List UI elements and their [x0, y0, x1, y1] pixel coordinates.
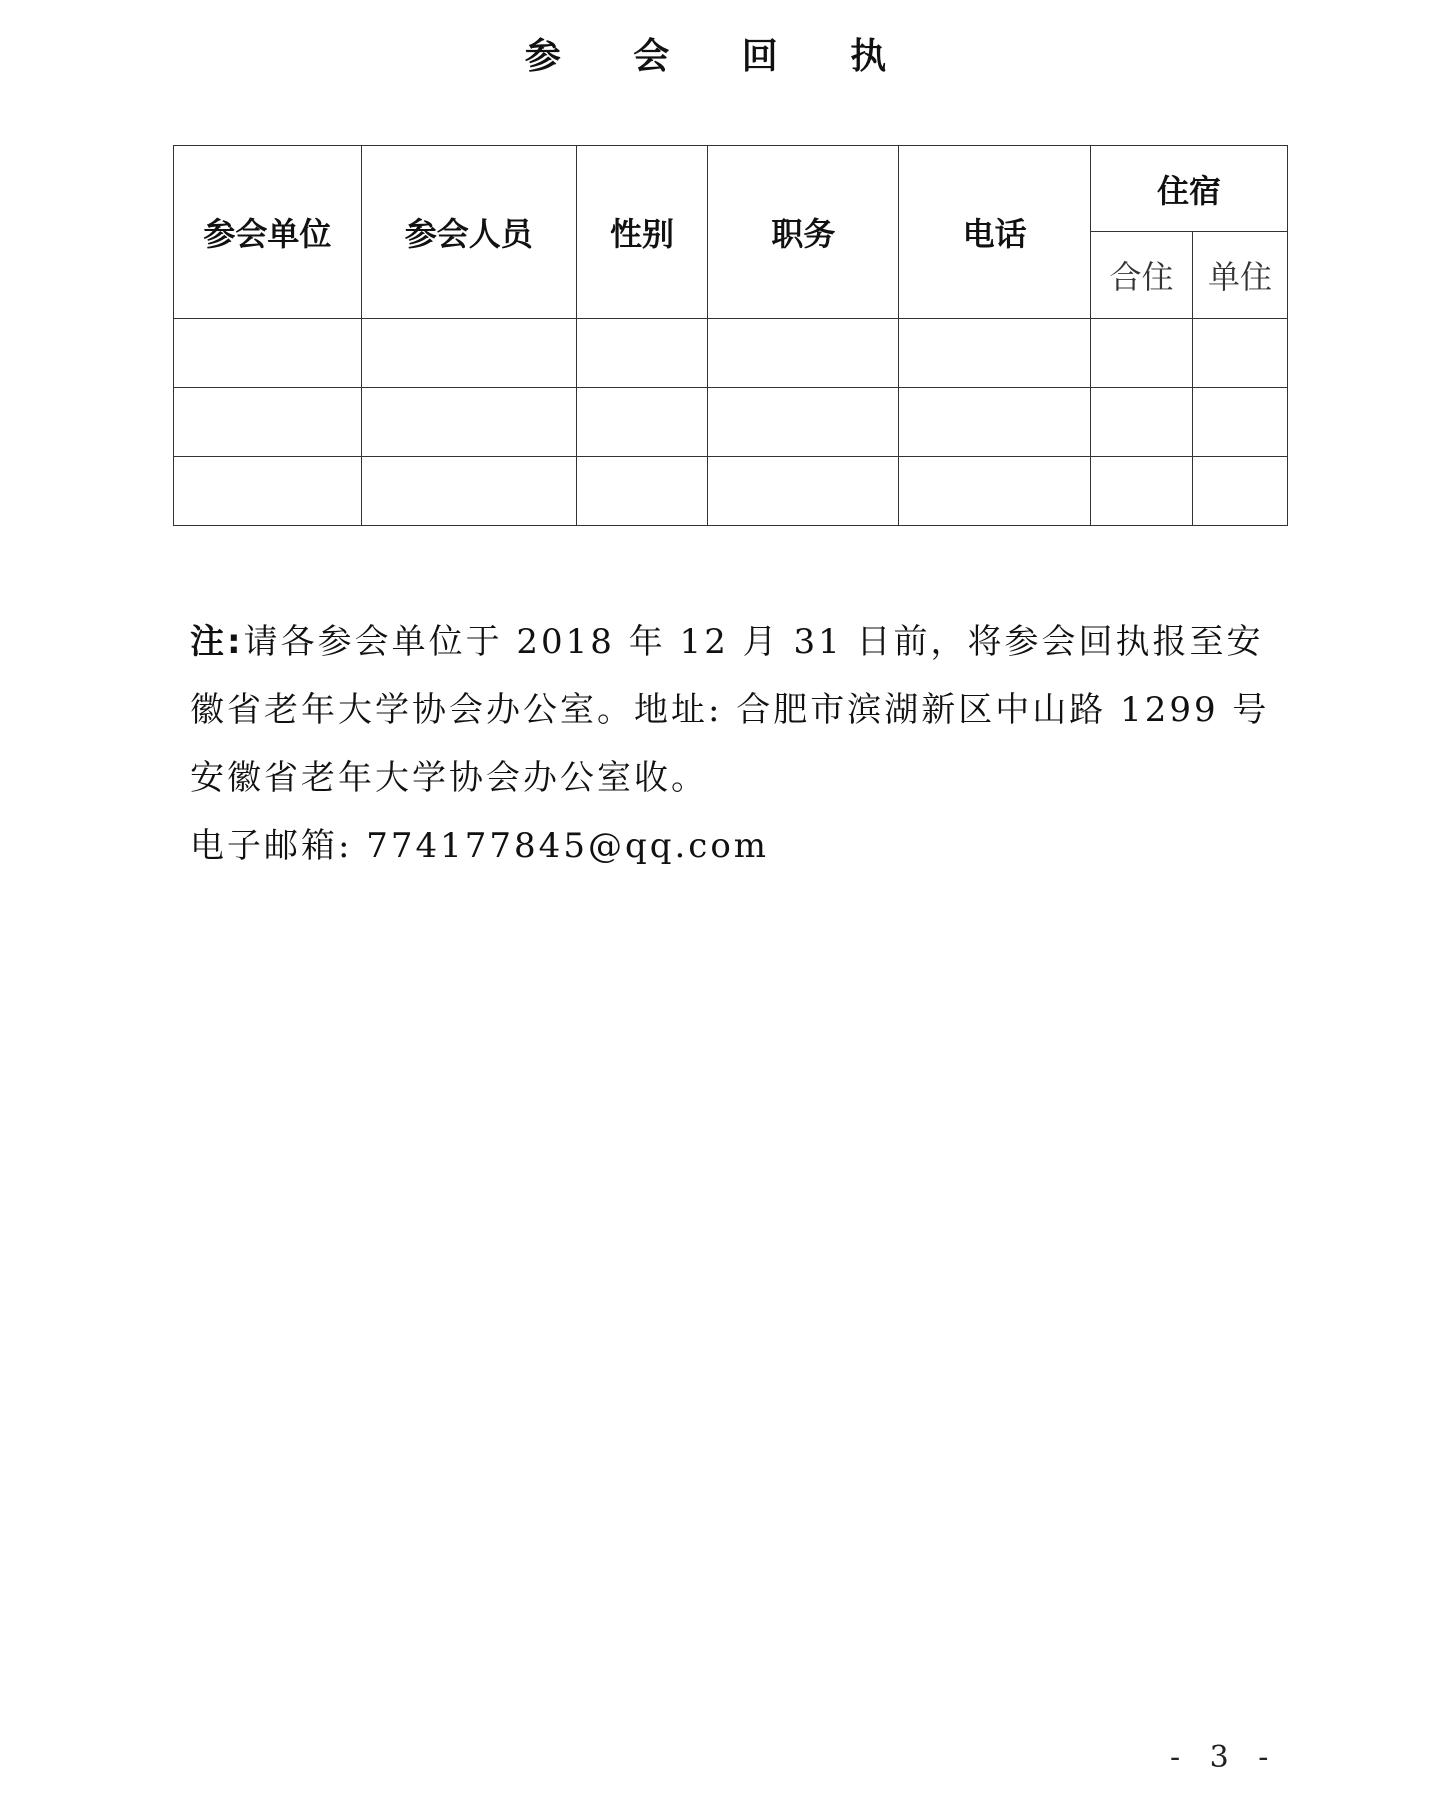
- table-cell[interactable]: [1091, 388, 1193, 457]
- table-cell[interactable]: [576, 457, 708, 526]
- header-people: 参会人员: [361, 146, 576, 319]
- table-cell[interactable]: [576, 388, 708, 457]
- table-cell[interactable]: [174, 388, 362, 457]
- header-position: 职务: [708, 146, 899, 319]
- table-cell[interactable]: [361, 388, 576, 457]
- table-cell[interactable]: [899, 457, 1091, 526]
- table-cell[interactable]: [576, 319, 708, 388]
- table-cell[interactable]: [1091, 457, 1193, 526]
- header-single: 单住: [1193, 232, 1288, 319]
- note-paragraph: [190, 608, 1270, 812]
- email-line: 电子邮箱: 774177845@qq.com: [190, 826, 770, 866]
- note-label: 注:: [190, 622, 244, 662]
- table-cell[interactable]: [899, 388, 1091, 457]
- table-cell[interactable]: [708, 319, 899, 388]
- table-row: [174, 319, 1288, 388]
- table-cell[interactable]: [361, 457, 576, 526]
- page-title: 参 会 回 执: [524, 36, 917, 77]
- header-lodging: 住宿: [1091, 146, 1288, 232]
- table-cell[interactable]: [708, 388, 899, 457]
- table-cell[interactable]: [174, 457, 362, 526]
- table-cell[interactable]: [1193, 457, 1288, 526]
- receipt-table: [173, 145, 1288, 526]
- table-cell[interactable]: [708, 457, 899, 526]
- page-number: - 3 -: [1170, 1740, 1279, 1775]
- table-cell[interactable]: [1193, 319, 1288, 388]
- table-row: [174, 457, 1288, 526]
- table-row: [174, 388, 1288, 457]
- header-phone: 电话: [899, 146, 1091, 319]
- note-section: [190, 608, 1270, 880]
- table-cell[interactable]: [1091, 319, 1193, 388]
- header-shared: 合住: [1091, 232, 1193, 319]
- table-cell[interactable]: [1193, 388, 1288, 457]
- header-gender: 性别: [576, 146, 708, 319]
- table-cell[interactable]: [899, 319, 1091, 388]
- note-text: 请各参会单位于 2018 年 12 月 31 日前，将参会回执报至安徽省老年大学协会办公室。地址: 合肥市滨湖新区中山路 1299 号安徽省老年大学协会办公室收。: [190, 622, 1270, 798]
- table-cell[interactable]: [361, 319, 576, 388]
- header-unit: 参会单位: [174, 146, 362, 319]
- table-cell[interactable]: [174, 319, 362, 388]
